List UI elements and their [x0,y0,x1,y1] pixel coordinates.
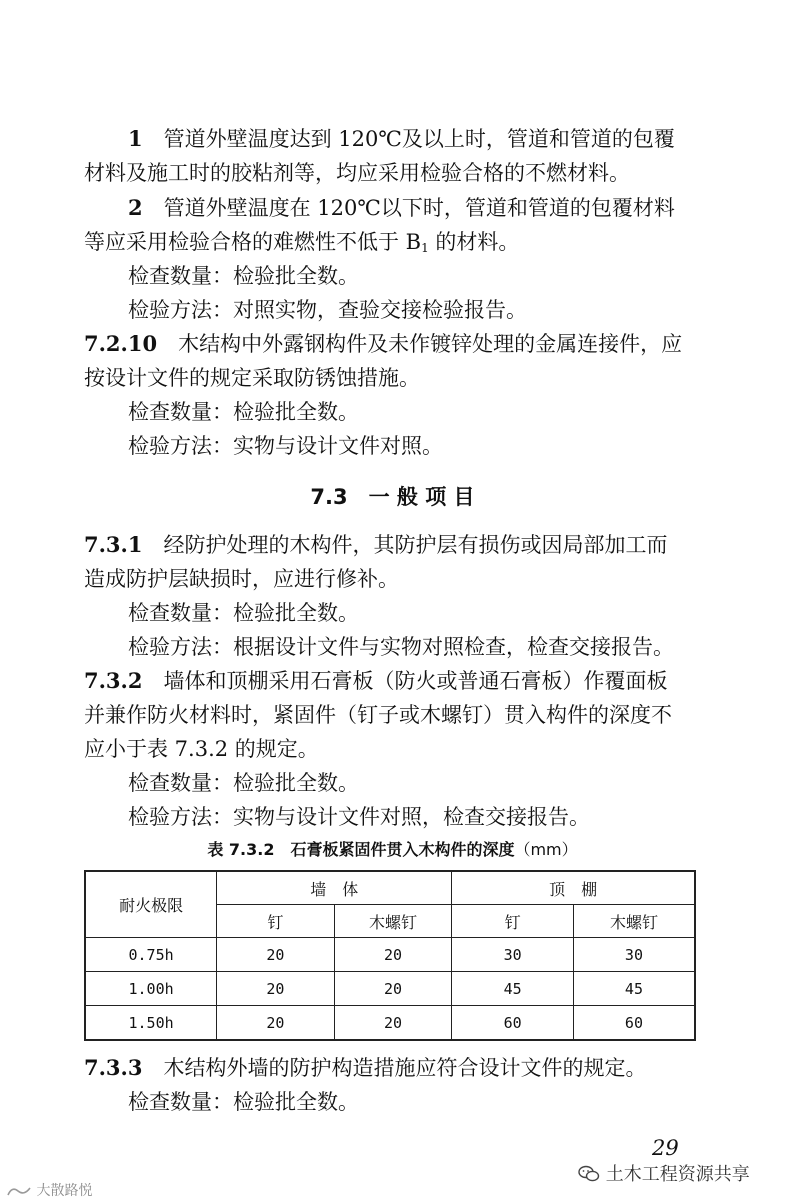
cell-ceiling-screw: 30 [573,938,695,972]
paragraph-text: 管道外壁温度达到 120℃及以上时，管道和管道的包覆 [163,127,675,151]
watermark-text: 土木工程资源共享 [605,1164,750,1185]
cell-wall-nail: 20 [217,1006,335,1041]
check-method: 检验方法：实物与设计文件对照。 [128,434,443,458]
cell-fire: 1.00h [85,972,217,1006]
cell-wall-screw: 20 [334,938,452,972]
fastener-depth-table [84,870,696,1041]
clause-number: 7.3.1 [84,532,143,557]
header-wall-screw: 木螺钉 [334,905,452,938]
table-row [85,972,695,1006]
cell-ceiling-screw: 60 [573,1006,695,1041]
header-fire-rating: 耐火极限 [85,871,217,938]
clause-7-3-2-line-1 [84,666,724,696]
check-quantity: 检查数量：检验批全数。 [128,400,359,424]
cell-wall-nail: 20 [217,938,335,972]
paragraph-2-line-2 [84,227,724,263]
check-quantity: 检查数量：检验批全数。 [128,771,359,795]
table-row [85,1006,695,1041]
header-ceiling-nail: 钉 [452,905,574,938]
header-wall: 墙 体 [217,871,452,905]
cell-fire: 1.50h [85,1006,217,1041]
clause-7-3-2-line-3: 应小于表 7.3.2 的规定。 [84,737,319,761]
watermark-right [578,1160,750,1186]
paragraph-1-line-1 [128,124,768,154]
item-number: 2 [128,195,143,220]
paragraph-text: 墙体和顶棚采用石膏板（防火或普通石膏板）作覆面板 [163,669,668,693]
check-quantity: 检查数量：检验批全数。 [128,1090,359,1114]
page-number: 29 [652,1136,679,1160]
paragraph-2-line-1 [128,193,768,223]
check-method: 检验方法：实物与设计文件对照，检查交接报告。 [128,805,590,829]
check-method: 检验方法：对照实物，查验交接检验报告。 [128,298,527,322]
cell-ceiling-nail: 30 [452,938,574,972]
watermark-logo-icon [6,1183,32,1199]
cell-fire: 0.75h [85,938,217,972]
check-method: 检验方法：根据设计文件与实物对照检查，检查交接报告。 [128,635,674,659]
cell-ceiling-screw: 45 [573,972,695,1006]
table-header-row [85,871,695,905]
cell-ceiling-nail: 60 [452,1006,574,1041]
section-heading: 7.3 一 般 项 目 [310,485,475,509]
check-quantity: 检查数量：检验批全数。 [128,601,359,625]
paragraph-text: 经防护处理的木构件，其防护层有损伤或因局部加工而 [163,533,668,557]
clause-7-3-1-line-2: 造成防护层缺损时，应进行修补。 [84,567,399,591]
paragraph-text: 的材料。 [428,230,520,254]
paragraph-text: 管道外壁温度在 120℃以下时，管道和管道的包覆材料 [163,196,675,220]
table-caption [0,838,785,862]
header-ceiling: 顶 棚 [452,871,695,905]
check-quantity: 检查数量：检验批全数。 [128,264,359,288]
wechat-icon [578,1164,600,1185]
table-row [85,938,695,972]
paragraph-text: 等应采用检验合格的难燃性不低于 B [84,230,422,254]
cell-wall-screw: 20 [334,1006,452,1041]
paragraph-1-line-2: 材料及施工时的胶粘剂等，均应采用检验合格的不燃材料。 [84,161,630,185]
subscript: 1 [421,241,429,255]
clause-7-3-3-line-1 [84,1053,724,1083]
cell-wall-nail: 20 [217,972,335,1006]
item-number: 1 [128,126,143,151]
cell-ceiling-nail: 45 [452,972,574,1006]
clause-7-2-10-line-1 [84,329,724,359]
paragraph-text: 木结构外墙的防护构造措施应符合设计文件的规定。 [163,1056,647,1080]
clause-number: 7.2.10 [84,331,158,356]
clause-7-3-2-line-2: 并兼作防火材料时，紧固件（钉子或木螺钉）贯入构件的深度不 [84,703,672,727]
caption-unit: （mm） [514,840,578,859]
header-wall-nail: 钉 [217,905,335,938]
clause-7-2-10-line-2: 按设计文件的规定采取防锈蚀措施。 [84,366,420,390]
cell-wall-screw: 20 [334,972,452,1006]
watermark-text: 大散路悦 [36,1183,93,1199]
watermark-left [6,1180,92,1200]
caption-text: 表 7.3.2 石膏板紧固件贯入木构件的深度 [207,840,515,859]
paragraph-text: 木结构中外露钢构件及未作镀锌处理的金属连接件，应 [178,332,683,356]
clause-number: 7.3.3 [84,1055,143,1080]
clause-7-3-1-line-1 [84,530,724,560]
header-ceiling-screw: 木螺钉 [573,905,695,938]
clause-number: 7.3.2 [84,668,143,693]
